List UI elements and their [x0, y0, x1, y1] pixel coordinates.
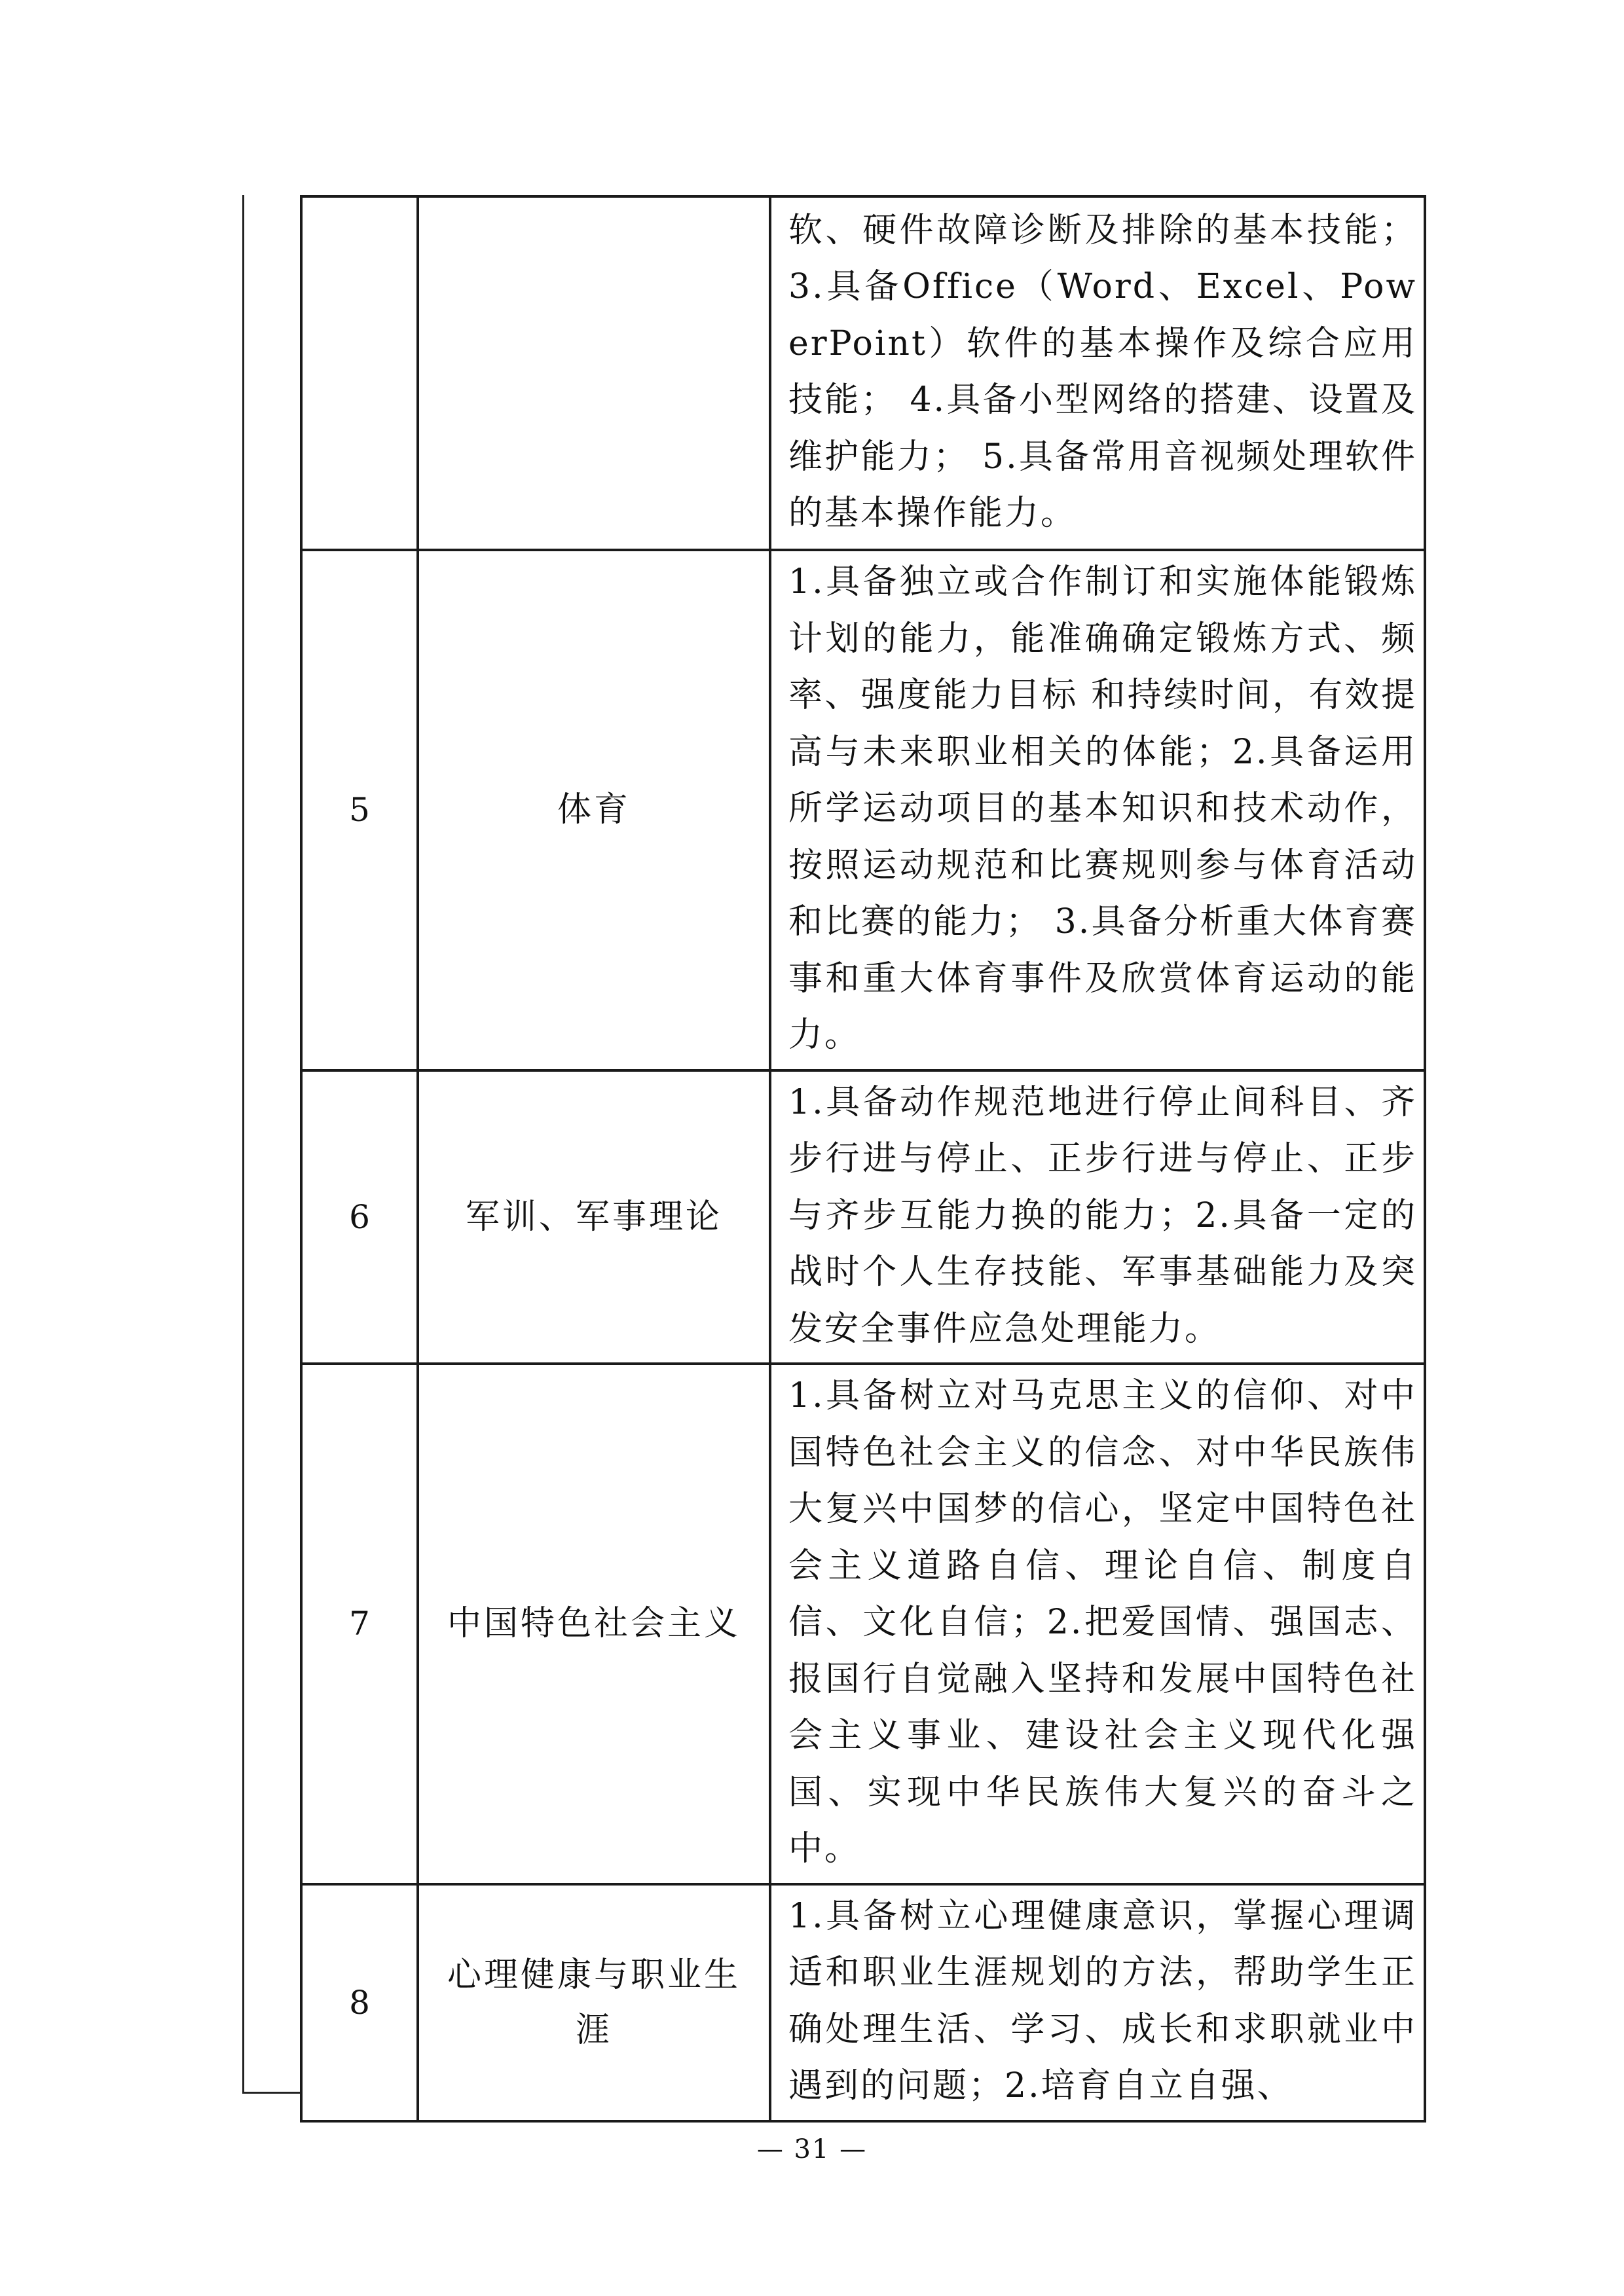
table-row: [301, 1364, 1425, 1884]
table-row: [301, 1884, 1425, 2121]
row-number-cell: 6: [301, 1070, 418, 1364]
course-description-text: 1.具备树立心理健康意识，掌握心理调适和职业生涯规划的方法，帮助学生正确处理生活、学习、成长和求职就业中遇到的问题；2.培育自立自强、: [788, 1896, 1417, 2105]
table-row: [301, 1070, 1425, 1364]
row-number-cell: 5: [301, 550, 418, 1070]
course-description-cell: [770, 1884, 1425, 2121]
course-name-cell: [418, 196, 770, 550]
row-number-cell: 8: [301, 1884, 418, 2121]
course-description-cell: [770, 1070, 1425, 1364]
course-description-cell: [770, 196, 1425, 550]
course-description-cell: [770, 1364, 1425, 1884]
course-description-cell: [770, 550, 1425, 1070]
outer-table-border-left: [242, 195, 244, 2094]
curriculum-table: [300, 195, 1426, 2123]
course-description-text: 软、硬件故障诊断及排除的基本技能；3.具备Office（Word、Excel、PowerPoint）软件的基本操作及综合应用技能； 4.具备小型网络的搭建、设置及维护能力； 5.具备常用音视频处理软件的基本操作能力。: [788, 210, 1417, 533]
outer-table-border-bottom: [242, 2092, 301, 2094]
table-row: [301, 196, 1425, 550]
page-number: — 31 —: [756, 2134, 868, 2164]
row-number-cell: [301, 196, 418, 550]
course-description-text: 1.具备动作规范地进行停止间科目、齐步行进与停止、正步行进与停止、正步与齐步互能力换的能力；2.具备一定的战时个人生存技能、军事基础能力及突发安全事件应急处理能力。: [788, 1082, 1417, 1349]
course-name-cell: 中国特色社会主义: [418, 1364, 770, 1884]
course-name-cell: 体育: [418, 550, 770, 1070]
course-name-cell: 心理健康与职业生涯: [418, 1884, 770, 2121]
course-name-cell: 军训、军事理论: [418, 1070, 770, 1364]
course-description-text: 1.具备树立对马克思主义的信仰、对中国特色社会主义的信念、对中华民族伟大复兴中国梦的信心，坚定中国特色社会主义道路自信、理论自信、制度自信、文化自信；2.把爱国情、强国志、报国行自觉融入坚持和发展中国特色社会主义事业、建设社会主义现代化强国、实现中华民族伟大复兴的奋斗之中。: [788, 1376, 1417, 1868]
course-description-text: 1.具备独立或合作制订和实施体能锻炼计划的能力，能准确确定锻炼方式、频率、强度能力目标 和持续时间，有效提高与未来职业相关的体能；2.具备运用所学运动项目的基本知识和技术动作，按照运动规范和比赛规则参与体育活动和比赛的能力； 3.具备分析重大体育赛事和重大体育事件及欣赏体育运动的能力。: [788, 562, 1417, 1055]
table-row: [301, 550, 1425, 1070]
row-number-cell: 7: [301, 1364, 418, 1884]
